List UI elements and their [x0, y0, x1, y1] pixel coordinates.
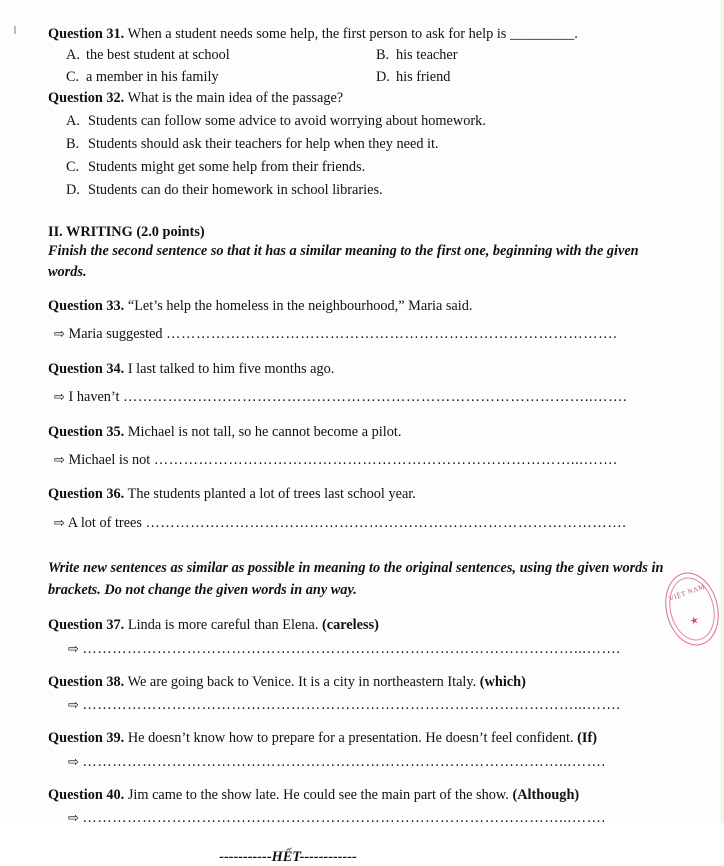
arrow-icon: ⇨ — [68, 640, 79, 656]
question-35-answer-line[interactable] — [48, 450, 678, 471]
dotted-line: ………………………………………………………………………………. — [166, 326, 618, 343]
star-icon: ★ — [688, 614, 701, 628]
writing-instruction-2-line2: in brackets. Do not change the given words in any way. — [48, 560, 664, 598]
option-letter: C. — [66, 68, 80, 85]
option-text: Students can do their homework in school libraries. — [88, 182, 383, 199]
arrow-icon: ⇨ — [54, 514, 65, 530]
option-text: his friend — [396, 68, 451, 85]
page-edge-mark — [14, 26, 16, 34]
arrow-icon: ⇨ — [54, 452, 65, 467]
dotted-line: ……………………………………………………………………………………. — [145, 514, 627, 531]
question-31-options-row-2 — [48, 67, 678, 88]
question-38-prompt-line — [48, 672, 678, 693]
question-33-prompt: “Let’s help the homeless in the neighbourhood,” Maria said. — [127, 297, 473, 314]
option-text: the best student at school — [86, 47, 230, 64]
dotted-line: …………………………………………………………………………...……. — [153, 452, 618, 468]
arrow-icon: ⇨ — [54, 389, 65, 405]
question-31-options-row-1 — [48, 45, 678, 66]
question-34-number: Question 34. — [48, 360, 125, 377]
question-39-prompt-line — [48, 728, 678, 749]
writing-instruction-2-line1: Write new sentences as similar as possible in meaning to the original sentences, using the given words — [48, 560, 648, 577]
question-38-prompt: We are going back to Venice. It is a city in northeastern Italy. — [127, 673, 477, 690]
question-40-prompt-line — [48, 785, 678, 806]
question-31-number: Question 31. — [48, 26, 125, 42]
option-letter: A. — [66, 47, 80, 64]
dotted-line: ……………………………………………………………………………………...……. — [82, 809, 606, 826]
question-34-answer-start: I haven’t — [68, 389, 120, 406]
question-37-prompt-line — [48, 615, 678, 636]
question-33-number: Question 33. — [48, 297, 125, 314]
option-text: Students can follow some advice to avoid worrying about homework. — [88, 112, 486, 129]
page-edge-shadow — [718, 0, 724, 823]
question-34-prompt: I last talked to him five months ago. — [127, 360, 335, 377]
question-31-option-c[interactable] — [48, 67, 368, 88]
question-32-number: Question 32. — [48, 90, 125, 107]
option-letter: D. — [66, 182, 80, 199]
question-40-number: Question 40. — [48, 786, 125, 803]
question-34-prompt-line — [48, 359, 678, 380]
arrow-icon: ⇨ — [54, 326, 65, 342]
option-letter: B. — [66, 135, 80, 152]
question-38-number: Question 38. — [48, 673, 125, 690]
question-37-answer-line[interactable] — [48, 641, 678, 658]
arrow-icon: ⇨ — [68, 753, 79, 769]
question-37-prompt: Linda is more careful than Elena. — [127, 617, 319, 634]
question-39-number: Question 39. — [48, 730, 125, 747]
option-text: a member in his family — [86, 68, 219, 85]
arrow-icon: ⇨ — [68, 809, 79, 825]
question-32-block — [48, 88, 678, 202]
page-content — [48, 24, 678, 866]
question-39-answer-line[interactable] — [48, 754, 678, 771]
question-31-option-b[interactable] — [368, 45, 668, 66]
writing-instruction-1: Finish the second sentence so that it has a similar meaning to the first one, beginning with the given words. — [48, 243, 639, 281]
end-of-exam-mark: -----------HẾT------------ — [219, 848, 357, 865]
option-text: his teacher — [396, 47, 458, 64]
writing-section-heading: II. WRITING (2.0 points) — [48, 224, 205, 241]
question-37-number: Question 37. — [48, 617, 125, 634]
question-32-stem: What is the main idea of the passage? — [127, 90, 344, 107]
question-31-option-d[interactable] — [368, 67, 668, 88]
question-36-number: Question 36. — [48, 486, 125, 503]
dotted-line: …………………………………………………………………………………..……. — [123, 389, 628, 406]
question-39-keyword: (If) — [577, 730, 597, 747]
question-35-answer-start: Michael is not — [68, 452, 151, 468]
question-37-keyword: (careless) — [321, 617, 379, 634]
question-35-prompt-line — [48, 422, 678, 443]
question-40-answer-line[interactable] — [48, 810, 678, 827]
question-35-number: Question 35. — [48, 423, 125, 440]
question-32-option-d[interactable] — [48, 179, 678, 202]
question-38-keyword: (which) — [479, 673, 526, 690]
option-text: Students should ask their teachers for help when they need it. — [88, 135, 439, 152]
question-31-block — [48, 24, 678, 88]
question-34-answer-line[interactable] — [48, 387, 678, 408]
question-36-prompt: The students planted a lot of trees last school year. — [127, 486, 416, 503]
question-32-option-a[interactable] — [48, 110, 678, 133]
question-32-option-b[interactable] — [48, 133, 678, 156]
option-letter: B. — [376, 47, 390, 64]
question-39-prompt: He doesn’t know how to prepare for a presentation. He doesn’t feel confident. — [127, 730, 574, 747]
question-36-answer-line[interactable] — [48, 513, 678, 534]
option-text: Students might get some help from their friends. — [88, 159, 366, 176]
dotted-line: ………………………………………………………………………………………...……. — [82, 640, 621, 657]
question-32-stem-line — [48, 88, 678, 109]
option-letter: D. — [376, 68, 390, 85]
option-letter: A. — [66, 112, 80, 129]
question-36-answer-start: A lot of trees — [67, 514, 142, 531]
question-40-keyword: (Although) — [512, 786, 580, 803]
dotted-line: ………………………………………………………………………………………...……. — [82, 697, 621, 714]
option-letter: C. — [66, 159, 80, 176]
stamp-text: VIỆT NAM — [667, 582, 707, 603]
dotted-line: ……………………………………………………………………………………...……. — [82, 753, 606, 770]
question-35-prompt: Michael is not tall, so he cannot become a pilot. — [127, 423, 402, 440]
question-32-option-c[interactable] — [48, 156, 678, 179]
question-38-answer-line[interactable] — [48, 697, 678, 714]
question-31-stem: When a student needs some help, the first person to ask for help is _________. — [127, 26, 578, 42]
question-31-stem-line — [48, 24, 678, 45]
writing-instruction-2 — [48, 558, 678, 601]
question-36-prompt-line — [48, 484, 678, 505]
arrow-icon: ⇨ — [68, 697, 79, 713]
question-33-answer-line[interactable] — [48, 324, 678, 345]
question-40-prompt: Jim came to the show late. He could see the main part of the show. — [127, 786, 509, 803]
question-33-answer-start: Maria suggested — [68, 326, 163, 343]
question-31-option-a[interactable] — [48, 45, 368, 66]
question-33-prompt-line — [48, 296, 678, 317]
